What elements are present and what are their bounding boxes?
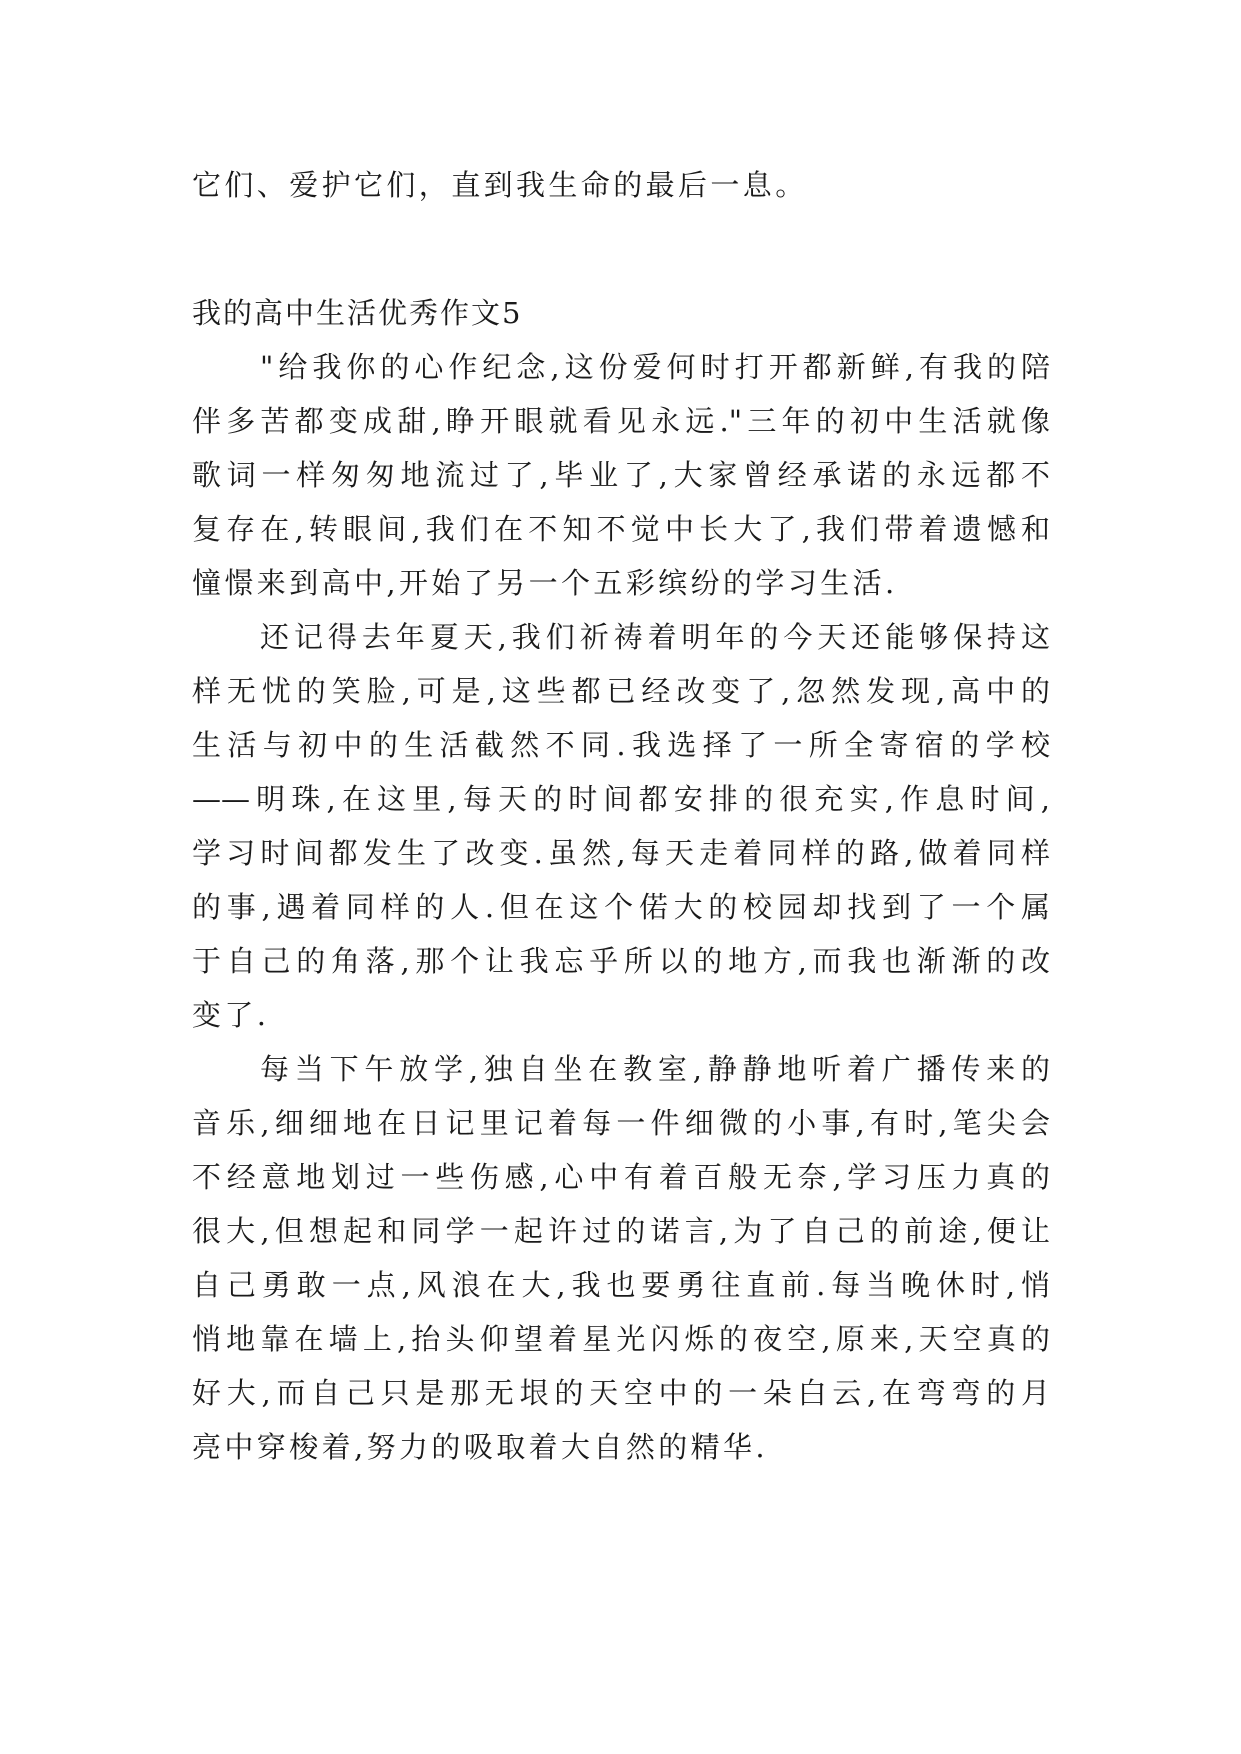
paragraph-line: 生活与初中的生活截然不同.我选择了一所全寄宿的学校 [192,728,1050,762]
paragraph-line: ——明珠,在这里,每天的时间都安排的很充实,作息时间, [192,782,1050,816]
paragraph-3 [192,1042,1050,1474]
document-body [192,158,1050,1474]
paragraph-line: 每当下午放学,独自坐在教室,静静地听着广播传来的 [260,1052,1051,1086]
paragraph-line: 音乐,细细地在日记里记着每一件细微的小事,有时,笔尖会 [192,1106,1050,1140]
paragraph-line: 憧憬来到高中,开始了另一个五彩缤纷的学习生活. [192,566,898,600]
paragraph-line: 自己勇敢一点,风浪在大,我也要勇往直前.每当晚休时,悄 [192,1268,1050,1302]
paragraph-line: 歌词一样匆匆地流过了,毕业了,大家曾经承诺的永远都不 [192,458,1050,492]
paragraph-line: 于自己的角落,那个让我忘乎所以的地方,而我也渐渐的改 [192,944,1050,978]
paragraph-line: 悄地靠在墙上,抬头仰望着星光闪烁的夜空,原来,天空真的 [192,1322,1050,1356]
paragraph-line: 伴多苦都变成甜,睁开眼就看见永远."三年的初中生活就像 [192,404,1050,438]
paragraph-line: 样无忧的笑脸,可是,这些都已经改变了,忽然发现,高中的 [192,674,1050,708]
paragraph-line: 不经意地划过一些伤感,心中有着百般无奈,学习压力真的 [192,1160,1050,1194]
paragraph-line: 学习时间都发生了改变.虽然,每天走着同样的路,做着同样 [192,836,1050,870]
paragraph-1 [192,340,1050,610]
paragraph-line: 还记得去年夏天,我们祈祷着明年的今天还能够保持这 [260,620,1050,654]
paragraph-2 [192,610,1050,1042]
paragraph-line: 变了. [192,998,270,1032]
paragraph-line: "给我你的心作纪念,这份爱何时打开都新鲜,有我的陪 [260,350,1050,384]
paragraph-line: 的事,遇着同样的人.但在这个偌大的校园却找到了一个属 [192,890,1050,924]
paragraph-line: 亮中穿梭着,努力的吸取着大自然的精华. [192,1430,769,1464]
intro-line: 它们、爱护它们，直到我生命的最后一息。 [192,168,808,202]
paragraph-line: 复存在,转眼间,我们在不知不觉中长大了,我们带着遗憾和 [192,512,1050,546]
paragraph-line: 好大,而自己只是那无垠的天空中的一朵白云,在弯弯的月 [192,1376,1050,1410]
section-title: 我的高中生活优秀作文5 [192,296,523,330]
paragraph-line: 很大,但想起和同学一起许过的诺言,为了自己的前途,便让 [192,1214,1050,1248]
